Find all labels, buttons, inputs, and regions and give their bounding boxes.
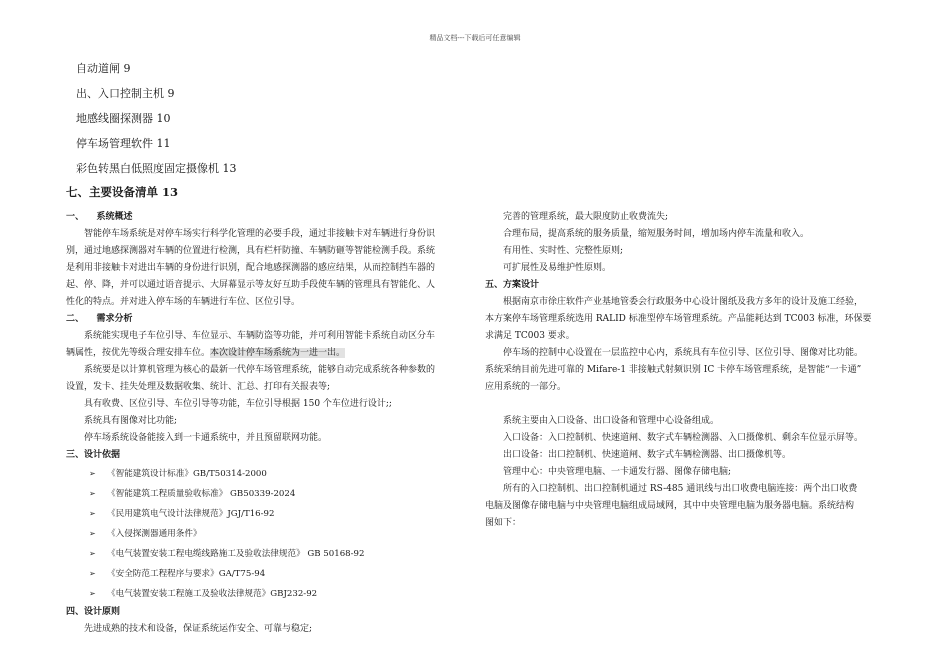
list-item bbox=[66, 544, 466, 564]
paragraph-line: 合理布局，提高系统的服务质量，缩短服务时间，增加场内停车流量和收入。 bbox=[503, 229, 810, 239]
paragraph-line: 所有的入口控制机、出口控制机通过 RS-485 通讯线与出口收费电脑连接：两个出口收费 bbox=[503, 484, 858, 494]
paragraph-line: 本方案停车场管理系统选用 RALID 标准型停车场管理系统。产品能耗达到 TC003 标准，环保要 bbox=[485, 314, 872, 324]
arrow-bullet-icon: ➢ bbox=[89, 529, 96, 538]
list-item bbox=[66, 584, 466, 604]
paragraph-line: 应用系统的一部分。 bbox=[485, 382, 567, 392]
toc-item[interactable]: 停车场管理软件 11 bbox=[76, 137, 171, 150]
right-column bbox=[485, 209, 885, 532]
arrow-bullet-icon: ➢ bbox=[89, 509, 96, 518]
list-item-text: 《电气装置安装工程电缆线路施工及验收法律规范》 GB 50168-92 bbox=[107, 549, 365, 559]
paragraph-line: 停车场的控制中心设置在一层监控中心内，系统具有车位引导、区位引导、图像对比功能。 bbox=[503, 348, 864, 358]
list-item bbox=[66, 564, 466, 584]
highlighted-text: 本次设计停车场系统为一进一出。 bbox=[210, 348, 346, 358]
paragraph-line: 系统采纳目前先进可靠的 Mifare-1 非接触式射频识别 IC 卡停车场管理系统，是智能“一卡通” bbox=[485, 365, 862, 375]
section-heading-solution: 五、方案设计 bbox=[485, 280, 540, 290]
toc-item[interactable]: 自动道闸 9 bbox=[76, 62, 131, 75]
paragraph-line: 是利用非接触卡对进出车辆的身份进行识别，配合地感探测器的感应结果，从而控制挡车器的 bbox=[66, 263, 436, 273]
toc-item[interactable]: 彩色转黑白低照度固定摄像机 13 bbox=[76, 162, 237, 175]
paragraph-line bbox=[66, 345, 466, 362]
paragraph-line: 智能停车场系统是对停车场实行科学化管理的必要手段，通过非接触卡对车辆进行身份识 bbox=[84, 229, 436, 239]
list-item-text: 《智能建筑工程质量验收标准》 GB50339-2024 bbox=[107, 489, 296, 499]
paragraph-line: 系统具有图像对比功能; bbox=[84, 416, 178, 426]
section-heading-requirements: 二、 需求分析 bbox=[66, 314, 133, 324]
section-heading-design-principles: 四、设计原则 bbox=[66, 607, 121, 617]
paragraph-line: 入口设备：入口控制机、快速道闸、数字式车辆检测器、入口摄像机、剩余车位显示屏等。 bbox=[503, 433, 864, 443]
arrow-bullet-icon: ➢ bbox=[89, 569, 96, 578]
list-item-text: 《智能建筑设计标准》GB/T50314-2000 bbox=[107, 469, 267, 479]
header-watermark: 精品文档---下载后可任意编辑 bbox=[429, 34, 521, 42]
list-item-text: 《电气装置安装工程施工及验收法律规范》GBJ232-92 bbox=[107, 589, 318, 599]
paragraph-line: 先进成熟的技术和设备，保证系统运作安全、可靠与稳定; bbox=[84, 624, 313, 634]
paragraph-line: 可扩展性及易维护性原则。 bbox=[503, 263, 612, 273]
text-run: 辆属性，按优先等级合理安排车位。 bbox=[66, 348, 211, 358]
paragraph-line: 电脑及图像存储电脑与中央管理电脑组成局域网，其中中央管理电脑为服务器电脑。系统结构 bbox=[485, 501, 855, 511]
toc-item[interactable]: 出、入口控制主机 9 bbox=[76, 87, 175, 100]
paragraph-line: 设置，发卡、挂失处理及数据收集、统计、汇总、打印有关报表等; bbox=[66, 382, 331, 392]
paragraph-line: 停车场系统设备能接入到一卡通系统中，并且预留联网功能。 bbox=[84, 433, 328, 443]
section-heading-overview: 一、 系统概述 bbox=[66, 212, 133, 222]
paragraph-line: 出口设备：出口控制机、快速道闸、数字式车辆检测器、出口摄像机等。 bbox=[503, 450, 792, 460]
section-heading-design-basis: 三、设计依据 bbox=[66, 450, 121, 460]
paragraph-line: 有用性、实时性、完整性原则; bbox=[503, 246, 624, 256]
arrow-bullet-icon: ➢ bbox=[89, 549, 96, 558]
paragraph-line: 性化的特点。并对进入停车场的车辆进行车位、区位引导。 bbox=[66, 297, 301, 307]
paragraph-line: 起、停、降，并可以通过语音提示、大屏幕显示等友好互助手段使车辆的管理具有智能化、人 bbox=[66, 280, 436, 290]
list-item-text: 《入侵探测器通用条件》 bbox=[107, 529, 202, 539]
list-item-text: 《安全防范工程程序与要求》GA/T75-94 bbox=[107, 569, 266, 579]
list-item bbox=[66, 504, 466, 524]
paragraph-line: 完善的管理系统，最大限度防止收费流失; bbox=[503, 212, 669, 222]
paragraph-line: 别，通过地感探测器对车辆的位置进行检测，具有栏杆防撞、车辆防砸等智能检测手段。系统 bbox=[66, 246, 436, 256]
paragraph-line: 系统能实现电子车位引导、车位显示、车辆防盗等功能，并可利用智能卡系统自动区分车 bbox=[84, 331, 436, 341]
list-item bbox=[66, 464, 466, 484]
paragraph-line: 系统要是以计算机管理为核心的最新一代停车场管理系统，能够自动完成系统各种参数的 bbox=[84, 365, 436, 375]
list-item bbox=[66, 484, 466, 504]
toc-main-heading[interactable]: 七、主要设备清单 13 bbox=[66, 185, 179, 199]
arrow-bullet-icon: ➢ bbox=[89, 589, 96, 598]
paragraph-line: 求满足 TC003 要求。 bbox=[485, 331, 575, 341]
arrow-bullet-icon: ➢ bbox=[89, 469, 96, 478]
table-of-contents bbox=[76, 56, 237, 181]
toc-item[interactable]: 地感线圈探测器 10 bbox=[76, 112, 171, 125]
list-item-text: 《民用建筑电气设计法律规范》JGJ/T16-92 bbox=[107, 509, 275, 519]
paragraph-line: 管理中心：中央管理电脑、一卡通发行器、图像存储电脑; bbox=[503, 467, 732, 477]
arrow-bullet-icon: ➢ bbox=[89, 489, 96, 498]
paragraph-line: 图如下： bbox=[485, 518, 522, 528]
paragraph-line: 具有收费、区位引导、车位引导等功能，车位引导根据 150 个车位进行设计;; bbox=[84, 399, 392, 409]
paragraph-line: 根据南京市徐庄软件产业基地管委会行政服务中心设计图纸及我方多年的设计及施工经验， bbox=[503, 297, 864, 307]
list-item bbox=[66, 524, 466, 544]
left-column bbox=[66, 209, 466, 638]
paragraph-line: 系统主要由入口设备、出口设备和管理中心设备组成。 bbox=[503, 416, 720, 426]
blank-line bbox=[485, 396, 885, 413]
